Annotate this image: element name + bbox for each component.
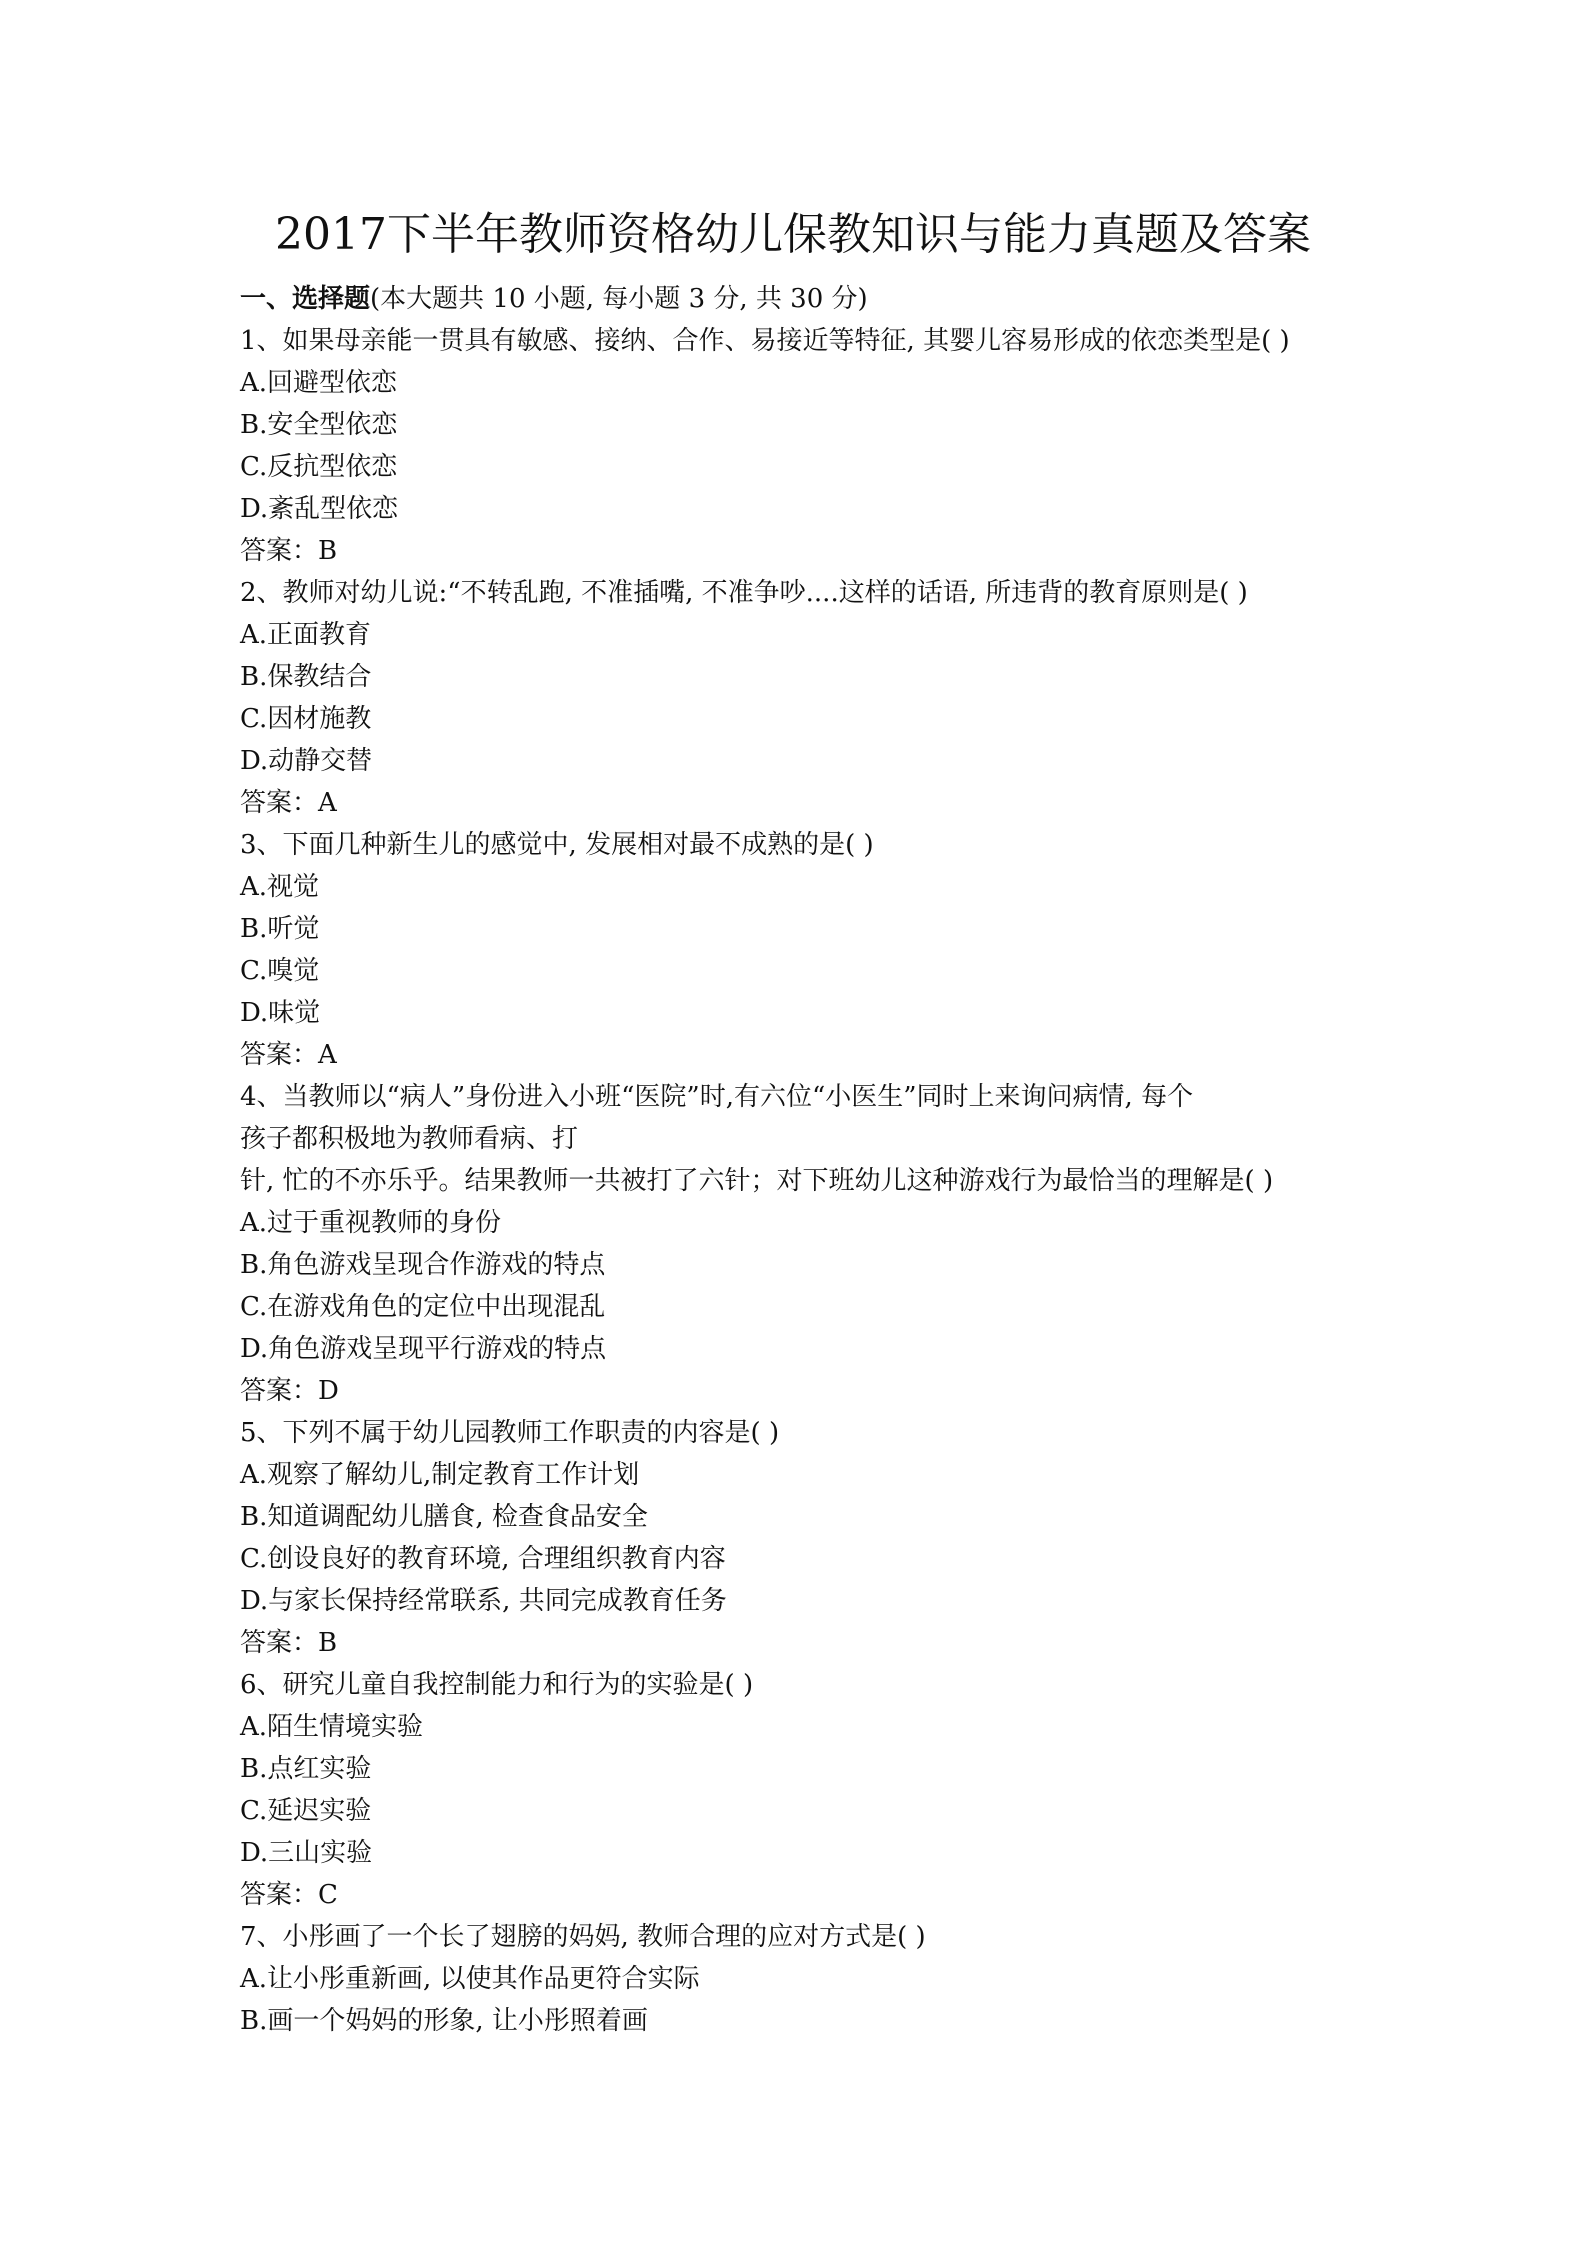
answer-line: 答案：A — [240, 1040, 337, 1070]
question-line: 2、教师对幼儿说:“不转乱跑, 不准插嘴, 不准争吵....这样的话语, 所违背的教育原则是( ) — [240, 578, 1248, 608]
option-line: A.观察了解幼儿,制定教育工作计划 — [240, 1460, 640, 1490]
option-line: B.画一个妈妈的形象, 让小彤照着画 — [240, 2006, 648, 2036]
question-line: 5、下列不属于幼儿园教师工作职责的内容是( ) — [240, 1418, 780, 1448]
section-note: (本大题共 10 小题, 每小题 3 分, 共 30 分) — [370, 284, 868, 314]
document-title: 2017下半年教师资格幼儿保教知识与能力真题及答案 — [275, 209, 1311, 260]
answer-line: 答案：A — [240, 788, 337, 818]
option-line: D.与家长保持经常联系, 共同完成教育任务 — [240, 1586, 727, 1616]
option-line: C.因材施教 — [240, 704, 372, 734]
answer-line: 答案：B — [240, 1628, 338, 1658]
document-body — [240, 278, 1360, 2042]
option-line: A.视觉 — [240, 872, 320, 902]
question-line: 3、下面几种新生儿的感觉中, 发展相对最不成熟的是( ) — [240, 830, 874, 860]
option-line: A.陌生情境实验 — [240, 1712, 424, 1742]
question-line: 孩子都积极地为教师看病、打 — [240, 1124, 579, 1154]
option-line: D.动静交替 — [240, 746, 373, 776]
section-heading-line — [240, 278, 1360, 320]
answer-line: 答案：D — [240, 1376, 339, 1406]
option-line: D.味觉 — [240, 998, 321, 1028]
option-line: B.安全型依恋 — [240, 410, 398, 440]
option-line: A.正面教育 — [240, 620, 372, 650]
section-heading: 一、选择题 — [240, 284, 371, 314]
option-line: C.创设良好的教育环境, 合理组织教育内容 — [240, 1544, 726, 1574]
option-line: A.让小彤重新画, 以使其作品更符合实际 — [240, 1964, 700, 1994]
option-line: D.三山实验 — [240, 1838, 373, 1868]
option-line: C.嗅觉 — [240, 956, 320, 986]
question-line: 6、研究儿童自我控制能力和行为的实验是( ) — [240, 1670, 754, 1700]
option-line: C.在游戏角色的定位中出现混乱 — [240, 1292, 606, 1322]
option-line: B.点红实验 — [240, 1754, 372, 1784]
question-line: 4、当教师以“病人”身份进入小班“医院”时,有六位“小医生”同时上来询问病情, 每个 — [240, 1082, 1194, 1112]
option-line: C.反抗型依恋 — [240, 452, 398, 482]
answer-line: 答案：C — [240, 1880, 338, 1910]
option-line: A.回避型依恋 — [240, 368, 398, 398]
option-line: C.延迟实验 — [240, 1796, 372, 1826]
option-line: B.知道调配幼儿膳食, 检查食品安全 — [240, 1502, 648, 1532]
answer-line: 答案：B — [240, 536, 338, 566]
option-line: B.听觉 — [240, 914, 320, 944]
option-line: D.紊乱型依恋 — [240, 494, 399, 524]
option-line: B.保教结合 — [240, 662, 372, 692]
option-line: B.角色游戏呈现合作游戏的特点 — [240, 1250, 606, 1280]
question-line: 针, 忙的不亦乐乎。结果教师一共被打了六针；对下班幼儿这种游戏行为最恰当的理解是( ) — [240, 1166, 1274, 1196]
option-line: D.角色游戏呈现平行游戏的特点 — [240, 1334, 607, 1364]
question-line: 1、如果母亲能一贯具有敏感、接纳、合作、易接近等特征, 其婴儿容易形成的依恋类型是( ) — [240, 326, 1290, 356]
question-line: 7、小彤画了一个长了翅膀的妈妈, 教师合理的应对方式是( ) — [240, 1922, 926, 1952]
option-line: A.过于重视教师的身份 — [240, 1208, 502, 1238]
